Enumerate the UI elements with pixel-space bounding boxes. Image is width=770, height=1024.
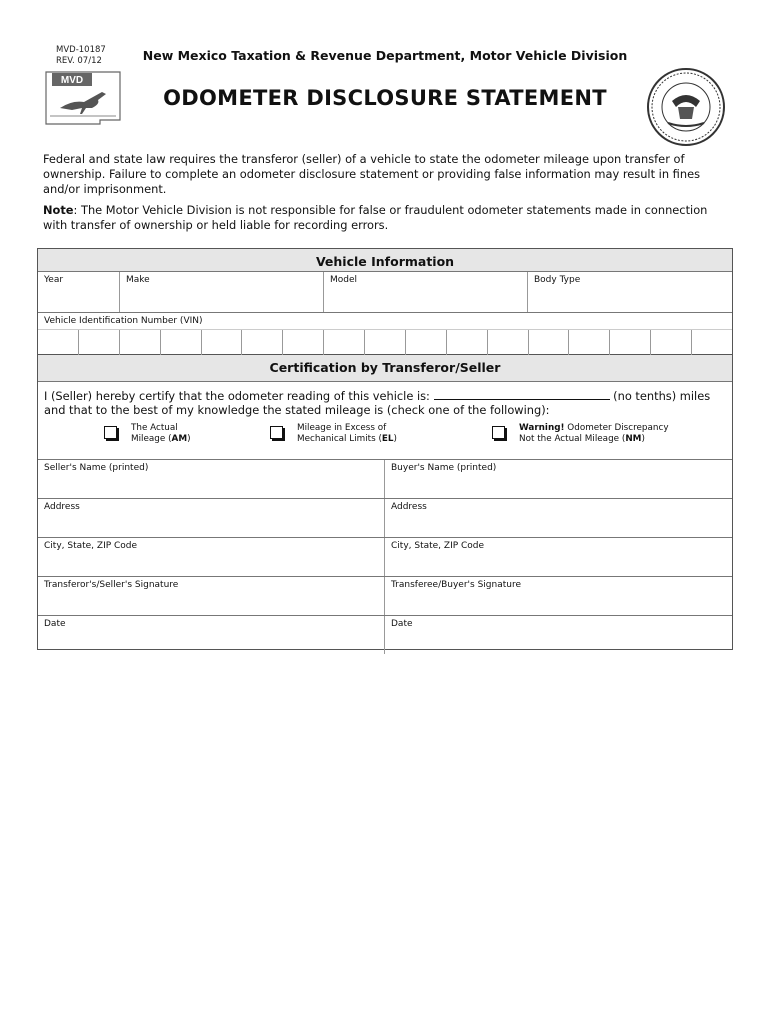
seller-city-label: City, State, ZIP Code <box>44 541 138 551</box>
certification-section <box>37 355 733 650</box>
option-nm-code: NM <box>625 434 642 444</box>
form-number: MVD-10187 <box>56 45 106 55</box>
option-am-line2-post: ) <box>187 434 191 444</box>
buyer-address-field[interactable] <box>385 499 732 537</box>
option-am-line2 <box>131 434 191 445</box>
actual-mileage-checkbox[interactable] <box>104 426 117 439</box>
make-label: Make <box>126 275 150 285</box>
certification-statement <box>38 382 732 417</box>
option-actual-mileage[interactable] <box>104 423 191 445</box>
seller-name-label: Seller's Name (printed) <box>44 463 149 473</box>
option-not-actual-mileage[interactable] <box>492 423 669 445</box>
option-nm-line1-text: Odometer Discrepancy <box>564 423 669 433</box>
seller-signature-field[interactable] <box>38 577 385 615</box>
city-row <box>38 537 732 576</box>
option-nm-line2-pre: Not the Actual Mileage ( <box>519 434 626 444</box>
excess-mileage-checkbox[interactable] <box>270 426 283 439</box>
odometer-reading-field[interactable] <box>434 388 610 400</box>
buyer-date-label: Date <box>391 619 413 629</box>
model-label: Model <box>330 275 358 285</box>
option-nm-warning: Warning! <box>519 423 565 433</box>
seller-city-field[interactable] <box>38 538 385 576</box>
year-label: Year <box>44 275 64 285</box>
option-el-line2-post: ) <box>393 434 397 444</box>
option-nm-line1 <box>519 423 669 434</box>
seller-signature-label: Transferor's/Seller's Signature <box>44 580 179 590</box>
note-text: : The Motor Vehicle Division is not responsible for false or fraudulent odometer statements made in connection with transfer of ownership or held liable for recording errors. <box>43 203 708 232</box>
body-type-field[interactable] <box>528 272 732 312</box>
option-nm-line2 <box>519 434 669 445</box>
not-actual-mileage-checkbox[interactable] <box>492 426 505 439</box>
actual-mileage-label <box>131 423 191 445</box>
statement-part2: and that to the best of my knowledge the stated mileage is (check one of the following): <box>44 403 550 417</box>
note-paragraph <box>43 203 733 233</box>
vehicle-details-row <box>38 272 732 313</box>
option-el-line2-pre: Mechanical Limits ( <box>297 434 382 444</box>
vin-label: Vehicle Identification Number (VIN) <box>44 316 203 326</box>
name-row <box>38 459 732 498</box>
option-am-line2-pre: Mileage ( <box>131 434 172 444</box>
seller-name-field[interactable] <box>38 460 385 498</box>
page-title: ODOMETER DISCLOSURE STATEMENT <box>163 86 607 110</box>
mileage-options <box>38 417 732 457</box>
buyer-city-field[interactable] <box>385 538 732 576</box>
option-am-code: AM <box>171 434 188 444</box>
vehicle-information-section <box>37 248 733 355</box>
seller-address-field[interactable] <box>38 499 385 537</box>
agency-name: New Mexico Taxation & Revenue Department, Motor Vehicle Division <box>142 48 628 63</box>
not-actual-mileage-label <box>519 423 669 445</box>
party-information-grid <box>38 459 732 654</box>
note-label: Note <box>43 203 74 217</box>
mvd-logo-text: MVD <box>60 75 84 86</box>
option-el-line1: Mileage in Excess of <box>297 423 387 433</box>
form-revision: REV. 07/12 <box>56 56 102 66</box>
mvd-logo <box>42 70 124 126</box>
form-code <box>56 45 106 67</box>
signature-row <box>38 576 732 615</box>
buyer-city-label: City, State, ZIP Code <box>391 541 485 551</box>
year-field[interactable] <box>38 272 120 312</box>
seller-address-label: Address <box>44 502 80 512</box>
option-nm-line2-post: ) <box>641 434 645 444</box>
model-field[interactable] <box>324 272 528 312</box>
address-row <box>38 498 732 537</box>
excess-mileage-label <box>297 423 397 445</box>
option-el-line2 <box>297 434 397 445</box>
certification-heading: Certification by Transferor/Seller <box>38 355 732 382</box>
seller-date-label: Date <box>44 619 66 629</box>
make-field[interactable] <box>120 272 324 312</box>
statement-part1: I (Seller) hereby certify that the odometer reading of this vehicle is: <box>44 389 430 403</box>
date-row <box>38 615 732 654</box>
buyer-date-field[interactable] <box>385 616 732 654</box>
option-excess-mileage[interactable] <box>270 423 397 445</box>
buyer-name-label: Buyer's Name (printed) <box>391 463 497 473</box>
option-am-line1: The Actual <box>131 423 178 433</box>
buyer-address-label: Address <box>391 502 427 512</box>
buyer-signature-field[interactable] <box>385 577 732 615</box>
buyer-name-field[interactable] <box>385 460 732 498</box>
buyer-signature-label: Transferee/Buyer's Signature <box>391 580 521 590</box>
option-el-code: EL <box>381 434 394 444</box>
vehicle-information-heading: Vehicle Information <box>38 249 732 272</box>
seller-date-field[interactable] <box>38 616 385 654</box>
state-seal-icon <box>646 67 726 147</box>
body-type-label: Body Type <box>534 275 581 285</box>
statement-suffix: (no tenths) miles <box>613 389 711 403</box>
intro-paragraph: Federal and state law requires the transferor (seller) of a vehicle to state the odometer mileage upon transfer of ownership. Failure to complete an odometer disclosure statement or providing false information may result in fines and/or imprisonment. <box>43 152 701 196</box>
